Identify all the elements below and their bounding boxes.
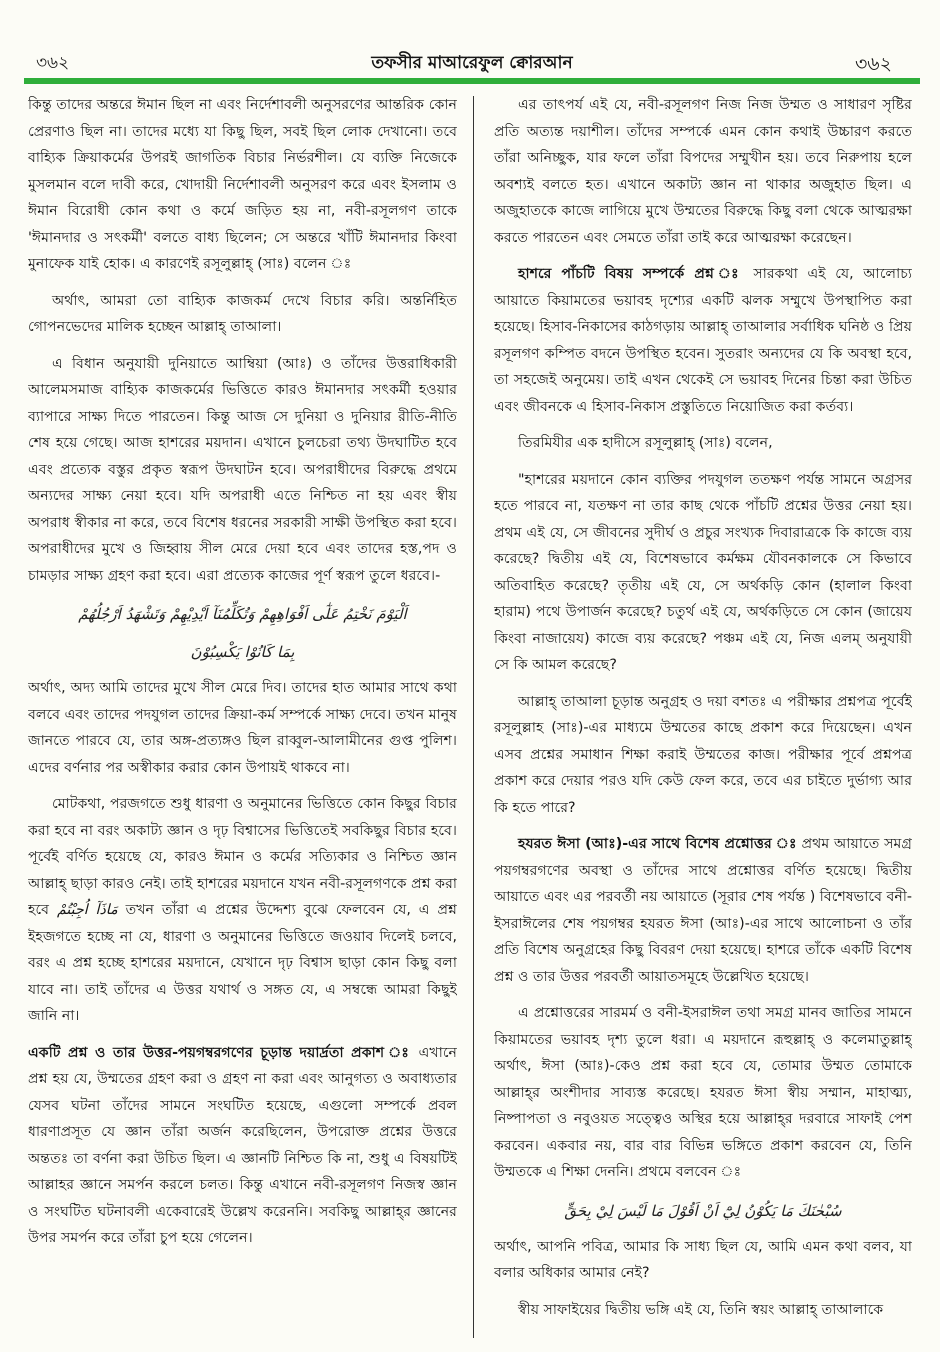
paragraph: [28, 1040, 457, 1252]
paragraph-text: প্রথম আয়াতে সমগ্র পয়গম্বরগণের অবস্থা ও তাঁদের সাথে প্রশ্নোত্তর বর্ণিত হয়েছে। দ্বিতীয় আয়াতে এবং এর পরবর্তী নয় আয়াতে (সূরার শেষ পর্যন্ত ) বিশেষভাবে বনী-ইসরাঈলের শেষ পয়গম্বর হযরত ঈসা (আঃ)-এর সাথে আলোচনা ও তাঁর প্রতি বিশেষ অনুগ্রহের কিছু বিবরণ দেয়া হয়েছে। হাশরে তাঁকে একটি বিশেষ প্রশ্ন ও তার উত্তর পরবর্তী আয়াতসমূহে উল্লেখিত হয়েছে।: [494, 836, 912, 985]
hadith-quote: "হাশরের ময়দানে কোন ব্যক্তির পদযুগল ততক্ষণ পর্যন্ত সামনে অগ্রসর হতে পারবে না, যতক্ষণ না তার কাছ থেকে পাঁচটি প্রশ্নের উত্তর নেয়া হয়। প্রথম এই যে, সে জীবনের সুদীর্ঘ ও প্রচুর সংখ্যক দিবারাত্রকে কি কাজে ব্যয় করেছে? দ্বিতীয় এই যে, বিশেষভাবে কর্মক্ষম যৌবনকালকে সে কিভাবে অতিবাহিত করেছে? তৃতীয় এই যে, সে অর্থকড়ি কোন (হালাল কিংবা হারাম) পথে উপার্জন করেছে? চতুর্থ এই যে, অর্থকড়িতে সে কোন (জায়েয কিংবা নাজায়েয) কাজে ব্যয় করেছে? পঞ্চম এই যে, নিজ এলম্ অনুযায়ী সে কি আমল করেছে?: [494, 471, 912, 673]
arabic-verse: بِمَا كَانُوْا يَكْسِبُوْنَ: [190, 643, 295, 661]
paragraph-text: মোটকথা, পরজগতে শুধু ধারণা ও অনুমানের ভিত্তিতে কোন কিছুর বিচার করা হবে না বরং অকাট্য জ্ঞান ও দৃঢ় বিশ্বাসের ভিত্তিতেই সবকিছুর বিচার হবে। পূর্বেই বর্ণিত হয়েছে যে, কারও ঈমান ও কর্মের সত্যিকার ও নিশ্চিত জ্ঞান আল্লাহ্ ছাড়া কারও নেই। তাই হাশরের ময়দানে যখন নবী-রসূলগণকে প্রশ্ন করা হবে: [28, 796, 457, 918]
paragraph: তিরমিযীর এক হাদীসে রসূলুল্লাহ্ (সাঃ) বলেন,: [518, 435, 773, 451]
section-heading: একটি প্রশ্ন ও তার উত্তর-পয়গম্বরগণের চূড়ান্ত দয়ার্দ্রতা প্রকাশ ঃ: [28, 1044, 412, 1061]
paragraph: কিন্তু তাদের অন্তরে ঈমান ছিল না এবং নির্দেশাবলী অনুসরণের আন্তরিক কোন প্রেরণাও ছিল না। তাদের মধ্যে যা কিছু ছিল, সবই ছিল লোক দেখানো। তবে বাহ্যিক ক্রিয়াকর্মের উপরই জাগতিক বিচার নির্ভরশীল। যে ব্যক্তি নিজেকে মুসলমান বলে দাবী করে, খোদায়ী নির্দেশাবলী অনুসরণ করে এবং ইসলাম ও ঈমান বিরোধী কোন কথা ও কর্মে জড়িত হয় না, নবী-রসূলগণ তাকে 'ঈমানদার ও সৎকর্মী' বলতে বাধ্য ছিলেন; সে অন্তরে খাঁটি ঈমানদার কিংবা মুনাফেক যাই হোক। এ কারণেই রসূলুল্লাহ্ (সাঃ) বলেন ঃ: [28, 97, 457, 272]
page-number-right: ৩৬২: [854, 53, 892, 75]
section-heading: হযরত ঈসা (আঃ)-এর সাথে বিশেষ প্রশ্নোত্তর ঃ: [518, 836, 797, 852]
paragraph: [28, 791, 457, 1030]
column-divider: [473, 96, 474, 1338]
paragraph: এ বিধান অনুযায়ী দুনিয়াতে আম্বিয়া (আঃ) ও তাঁদের উত্তরাধিকারী আলেমসমাজ বাহ্যিক কাজকর্মের ভিত্তিতে কারও ঈমানদার সৎকর্মী হওয়ার ব্যাপারে সাক্ষ্য দিতে পারতেন। কিন্তু আজ সে দুনিয়া ও দুনিয়ার রীতি-নীতি শেষ হয়ে গেছে। আজ হাশরের ময়দান। এখানে চুলচেরা তথ্য উদঘাটিত হবে এবং প্রত্যেক বস্তুর প্রকৃত স্বরূপ উদঘাটন হবে। অপরাধীদের বিরুদ্ধে প্রথমে অন্যদের সাক্ষ্য নেয়া হবে। যদি অপরাধী এতে নিশ্চিত না হয় এবং স্বীয় অপরাধ স্বীকার না করে, তবে বিশেষ ধরনের সরকারী সাক্ষী উপস্থিত করা হবে। অপরাধীদের মুখে ও জিহ্বায় সীল মেরে দেয়া হবে এবং তাদের হস্ত,পদ ও চামড়ার সাক্ষ্য গ্রহণ করা হবে। এরা প্রত্যেক কাজের পূর্ণ স্বরূপ তুলে ধরবে।-: [28, 355, 457, 584]
paragraph: স্বীয় সাফাইয়ের দ্বিতীয় ভঙ্গি এই যে, তিনি স্বয়ং আল্লাহ্ তাআলাকে: [518, 1301, 884, 1318]
paragraph: অর্থাৎ, আমরা তো বাহ্যিক কাজকর্ম দেখে বিচার করি। অন্তর্নিহিত গোপনভেদের মালিক হচ্ছেন আল্লাহ্ তাআলা।: [28, 292, 457, 335]
section-heading: হাশরে পাঁচটি বিষয় সম্পর্কে প্রশ্ন ঃ: [518, 266, 744, 282]
arabic-inline: مَاذَآ اُجِبْتُمْ: [56, 902, 118, 918]
paragraph: [494, 831, 912, 990]
page-header: [24, 40, 920, 84]
paragraph-text: এখানে প্রশ্ন হয় যে, উম্মতের গ্রহণ করা ও গ্রহণ না করা এবং আনুগত্য ও অবাধ্যতার যেসব ঘটনা তাঁদের সামনে সংঘটিত হয়েছে, এগুলো সম্পর্কে প্রবল ধারণাপ্রসূত যে জ্ঞান তাঁরা অর্জন করেছিলেন, উপরোক্ত প্রশ্নের উত্তরে অন্ততঃ তা বর্ণনা করা উচিত ছিল। এ জ্ঞানটি নিশ্চিত কি না, শুধু এ বিষয়টিই আল্লাহর জ্ঞানে সমর্পন করলে চলত। কিন্তু এখানে নবী-রসূলগণ নিজস্ব জ্ঞান ও সংঘটিত ঘটনাবলী একেবারেই উল্লেখ করেননি। সবকিছু আল্লাহ্‌র জ্ঞানের উপর সমর্পন করে তাঁরা চুপ হয়ে গেলেন।: [28, 1044, 457, 1246]
header-rule: [24, 78, 920, 84]
paragraph: অর্থাৎ, আপনি পবিত্র, আমার কি সাধ্য ছিল যে, আমি এমন কথা বলব, যা বলার অধিকার আমার নেই?: [494, 1238, 912, 1281]
book-title: তফসীর মাআরেফুল ক্বোরআন: [371, 53, 573, 73]
arabic-verse: اَلْيَوْمَ نَخْتِمُ عَلٰٓى اَفْوَاهِهِمْ وَتُكَلِّمُنَآ اَيْدِيْهِمْ وَتَشْهَدُ اَرْجُلُهُمْ: [78, 605, 407, 623]
right-column: [494, 92, 912, 1342]
paragraph: অর্থাৎ, অদ্য আমি তাদের মুখে সীল মেরে দিব। তাদের হাত আমার সাথে কথা বলবে এবং তাদের পদযুগল তাদের ক্রিয়া-কর্ম সম্পর্কে সাক্ষ্য দেবে। তখন মানুষ জানতে পারবে যে, তার অঙ্গ-প্রত্যঙ্গও ছিল রাব্বুল-আলামীনের গুপ্ত পুলিশ। এদের বর্ণনার পর অস্বীকার করার কোন উপায়ই থাকবে না।: [28, 680, 457, 776]
paragraph-text: তখন তাঁরা এ প্রশ্নের উদ্দেশ্য বুঝে ফেলবেন যে, এ প্রশ্ন ইহজগতে হচ্ছে না যে, ধারণা ও অনুমানের ভিত্তিতে জওয়াব দিলেই চলবে, বরং এ প্রশ্ন হচ্ছে হাশরের ময়দানে, যেখানে দৃঢ় বিশ্বাস ছাড়া কোন কিছু বলা যাবে না। তাই তাঁদের এ উত্তর যথার্থ ও সঙ্গত যে, এ সম্বন্ধে আমরা কিছুই জানি না।: [28, 902, 457, 1024]
arabic-verse: سُبْحٰنَكَ مَا يَكُوْنُ لِيْٓ اَنْ اَقُوْلَ مَا لَيْسَ لِيْ بِحَقٍّ: [564, 1201, 842, 1220]
paragraph: আল্লাহ্ তাআলা চূড়ান্ত অনুগ্রহ ও দয়া বশতঃ এ পরীক্ষার প্রশ্নপত্র পূর্বেই রসূলুল্লাহ (সাঃ)-এর মাধ্যমে উম্মতের কাছে প্রকাশ করে দিয়েছেন। এখন এসব প্রশ্নের সমাধান শিক্ষা করাই উম্মতের কাজ। পরীক্ষার পূর্বে প্রশ্নপত্র প্রকাশ করে দেয়ার পরও যদি কেউ ফেল করে, তবে এর চাইতে দুর্ভাগ্য আর কি হতে পারে?: [494, 693, 912, 816]
paragraph: এর তাৎপর্য এই যে, নবী-রসূলগণ নিজ নিজ উম্মত ও সাধারণ সৃষ্টির প্রতি অত্যন্ত দয়াশীল। তাঁদের সম্পর্কে এমন কোন কথাই উচ্চারণ করতে তাঁরা অনিচ্ছুক, যার ফলে তাঁরা বিপদের সম্মুখীন হয়। তবে নিরুপায় হলে অবশ্যই বলতে হত। এখানে অকাট্য জ্ঞান না থাকার অজুহাত ছিল। এ অজুহাতকে কাজে লাগিয়ে মুখে উম্মতের বিরুদ্ধে কিছু বলা থেকে আত্মরক্ষা করতে পারতেন এবং সেমতে তাঁরা তাই করে আত্মরক্ষা করেছেন।: [494, 97, 912, 246]
left-column: [28, 92, 457, 1342]
page-number-left: ৩৬২: [36, 53, 70, 73]
paragraph-text: সারকথা এই যে, আলোচ্য আয়াতে কিয়ামতের ভয়াবহ দৃশ্যের একটি ঝলক সম্মুখে উপস্থাপিত করা হয়েছে। হিসাব-নিকাসের কাঠগড়ায় আল্লাহ্ তাআলার সর্বাধিক ঘনিষ্ঠ ও প্রিয় রসূলগণ কম্পিত বদনে উপস্থিত হবেন। সুতরাং অন্যদের যে কি অবস্থা হবে, তা সহজেই অনুমেয়। তাই এখন থেকেই সে ভয়াবহ দিনের চিন্তা করা উচিত এবং জীবনকে এ হিসাব-নিকাস প্রস্তুতিতে নিয়োজিত করা কর্তব্য।: [494, 266, 912, 415]
paragraph: এ প্রশ্নোত্তরের সারমর্ম ও বনী-ইসরাঈল তথা সমগ্র মানব জাতির সামনে কিয়ামতের ভয়াবহ দৃশ্য তুলে ধরা। এ ময়দানে রূহুল্লাহ্ ও কলেমাতুল্লাহ্ অর্থাৎ, ঈসা (আঃ)-কেও প্রশ্ন করা হবে যে, তোমার উম্মত তোমাকে আল্লাহ্‌র অংশীদার সাব্যস্ত করেছে। হযরত ঈসা স্বীয় সম্মান, মাহাত্ম্য, নিষ্পাপতা ও নবুওয়ত সত্ত্বেও অস্থির হয়ে আল্লাহ্‌র দরবারে সাফাই পেশ করবেন। একবার নয়, বার বার বিভিন্ন ভঙ্গিতে প্রকাশ করবেন যে, তিনি উম্মতকে এ শিক্ষা দেননি। প্রথমে বলবেন ঃ: [494, 1005, 912, 1180]
paragraph: [494, 261, 912, 420]
